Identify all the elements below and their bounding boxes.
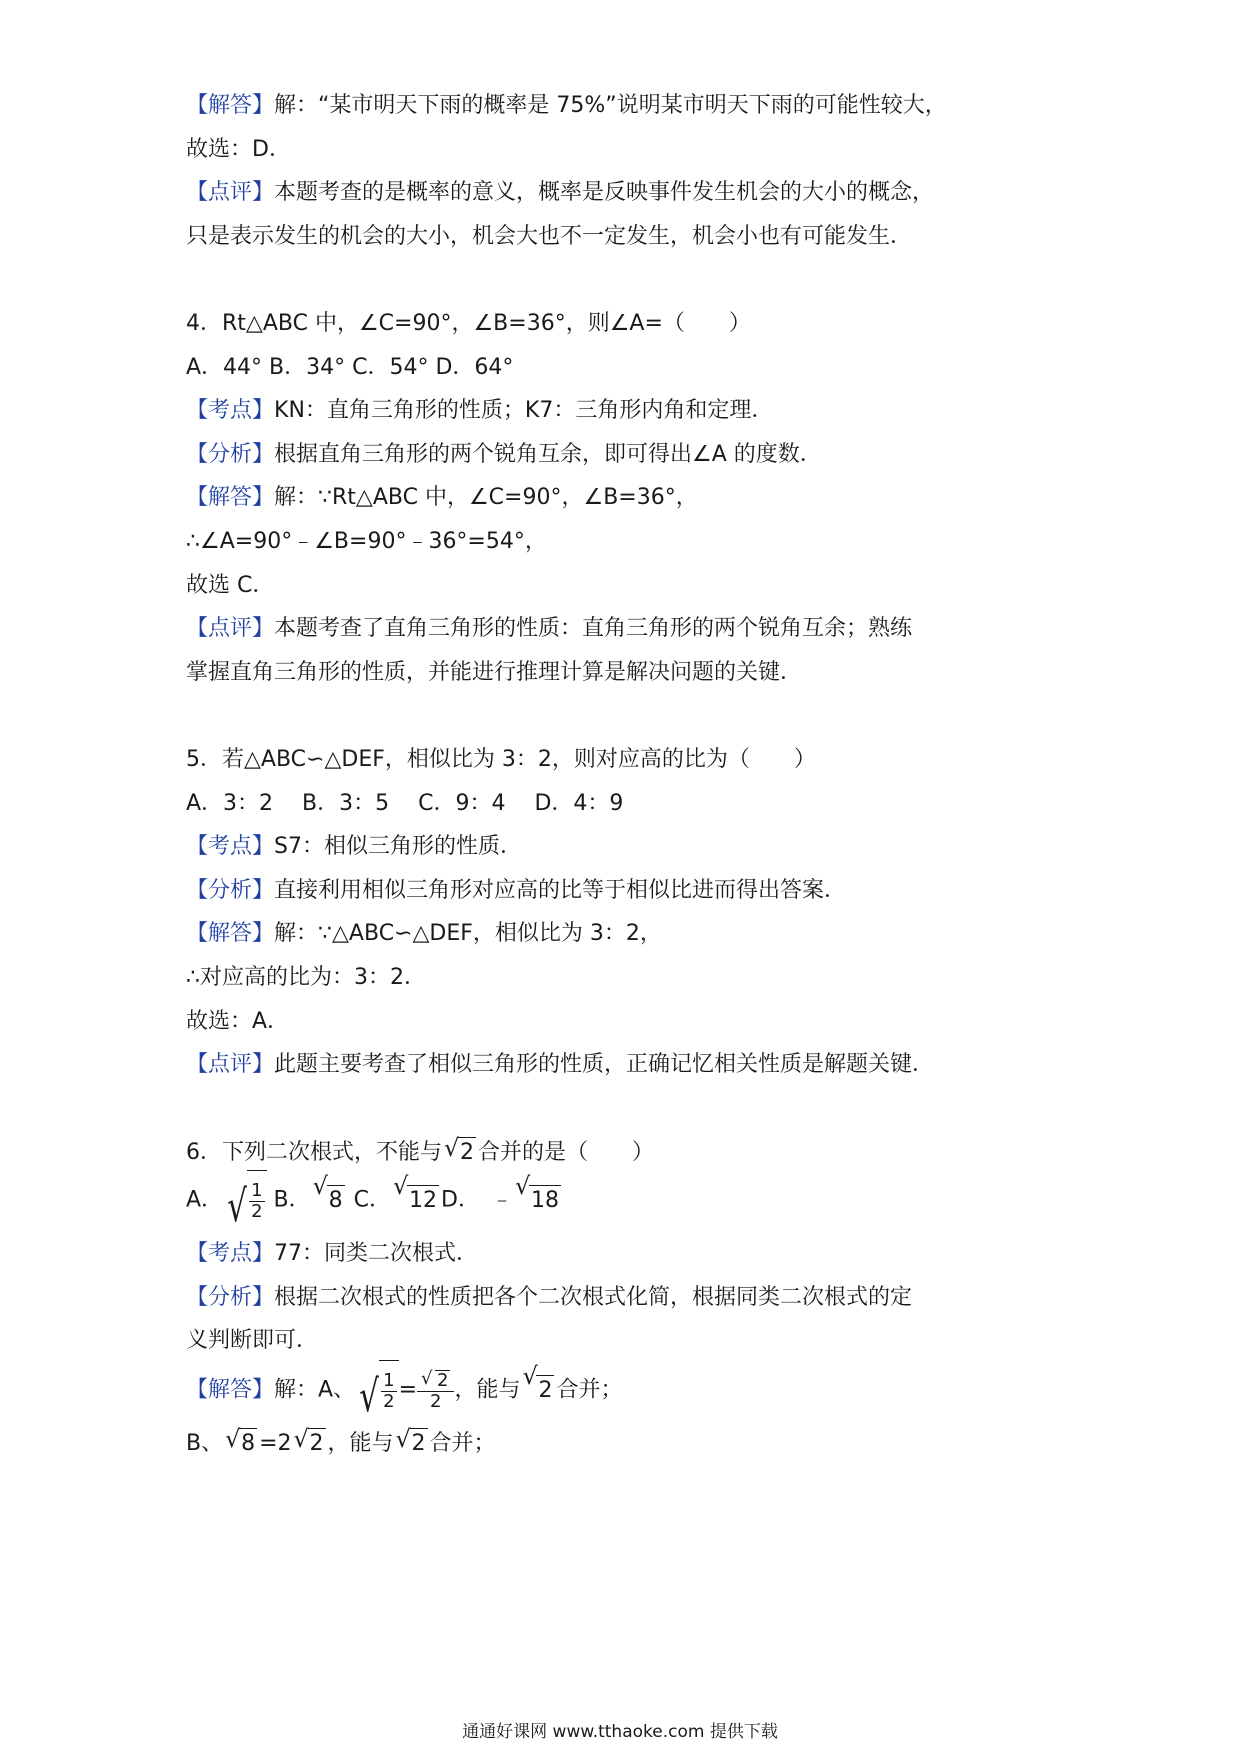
q6-opt-b-label: B． [266,1187,311,1213]
q6-answer-pre: 解：A、 [274,1377,356,1403]
q3-comment-line2: 只是表示发生的机会的大小，机会大也不一定发生，机会小也有可能发生． [186,224,913,249]
q6-opt-c-label: C． [346,1187,392,1213]
radicand: 2 [308,1428,326,1459]
radicand: 8 [239,1428,257,1459]
q4-comment-line [186,609,1066,649]
kaodian-tag: 【考点】 [186,1241,275,1266]
numerator: 1 [383,1369,395,1391]
result-fraction [417,1367,454,1412]
q5-kaodian-line [186,827,1066,867]
denominator: 2 [383,1390,395,1412]
q4-answer-text: 解：∵Rt△ABC 中，∠C=90°，∠B=36°， [274,485,698,510]
q3-answer-text: 解：“某市明天下雨的概率是 75%”说明某市明天下雨的可能性较大， [274,93,947,118]
page-footer: 通通好课网 www.tthaoke.com 提供下载 [462,1722,778,1742]
comment-tag: 【点评】 [186,616,275,641]
q6-line-b-mid2: ，能与 [327,1431,394,1456]
q5-fenxi-text: 直接利用相似三角形对应高的比等于相似比进而得出答案． [274,878,847,903]
radicand: 8 [327,1185,345,1216]
q6-fenxi-text: 根据二次根式的性质把各个二次根式化简，根据同类二次根式的定 [274,1285,913,1310]
radicand: 12 [407,1185,439,1216]
sqrt-expression: √ 2 [294,1424,326,1464]
q3-answer-choice: 故选：D． [186,137,291,162]
sqrt-expression: √ 2 [421,1367,449,1391]
fenxi-tag: 【分析】 [186,442,275,467]
sqrt-expression: √ 2 [522,1361,554,1421]
sqrt-expression: √ 8 [225,1424,257,1464]
q4-kaodian-line [186,391,1066,431]
q4-comment-line2: 掌握直角三角形的性质，并能进行推理计算是解决问题的关键． [186,660,803,685]
q6-line-b-post: 合并； [429,1431,496,1456]
radicand: 18 [529,1185,561,1216]
q4-fenxi-line [186,435,1066,475]
q6-line-b-pre: B、 [186,1431,224,1456]
q4-options: A．44° B．34° C．54° D．64° [186,355,514,380]
q6-answer-line [186,1360,1066,1420]
answer-tag: 【解答】 [186,921,275,946]
q4-answer-line [186,478,1066,518]
q4-step3: 故选 C． [186,573,275,598]
q5-step3: 故选：A． [186,1009,290,1034]
answer-tag: 【解答】 [186,485,275,510]
fenxi-tag: 【分析】 [186,878,275,903]
q6-kaodian-text: 77：同类二次根式． [274,1241,479,1266]
denominator: 2 [430,1390,442,1412]
q4-question: 4．Rt△ABC 中，∠C=90°，∠B=36°，则∠A=（ ） [186,311,751,336]
q6-kaodian-line [186,1234,1066,1274]
q5-kaodian-text: S7：相似三角形的性质． [274,834,522,859]
equals-sign: = [398,1377,418,1403]
q5-comment-text: 此题主要考查了相似三角形的性质，正确记忆相关性质是解题关键． [274,1052,935,1077]
radicand: 2 [437,1369,449,1391]
q6-fenxi-line2: 义判断即可． [186,1328,319,1353]
q3-answer-line [186,86,1066,126]
kaodian-tag: 【考点】 [186,398,275,423]
answer-tag: 【解答】 [186,1377,275,1403]
denominator: 2 [251,1200,263,1222]
comment-tag: 【点评】 [186,1052,275,1077]
q6-question-post: 合并的是（ ） [478,1140,655,1165]
q4-comment-text: 本题考查了直角三角形的性质：直角三角形的两个锐角互余；熟练 [274,616,913,641]
q6-question-pre: 6．下列二次根式，不能与 [186,1140,442,1165]
q5-comment-line [186,1045,1066,1085]
q5-step2: ∴对应高的比为：3：2． [186,965,426,990]
fenxi-tag: 【分析】 [186,1285,275,1310]
q5-options: A．3：2 B．3：5 C．9：4 D．4：9 [186,791,624,816]
q6-answer-post: 合并； [556,1377,623,1403]
numerator: 1 [251,1179,263,1201]
q6-line-b [186,1424,1066,1464]
q5-answer-text: 解：∵△ABC∽△DEF，相似比为 3：2， [274,921,662,946]
sqrt-fraction: √ $\frac{1}{2}$ [223,1170,267,1231]
radicand: 2 [536,1375,554,1406]
sqrt-expression: √ 2 [444,1133,476,1173]
q4-fenxi-text: 根据直角三角形的两个锐角互余，即可得出∠A 的度数． [274,442,822,467]
q5-question: 5．若△ABC∽△DEF，相似比为 3：2，则对应高的比为（ ） [186,747,816,772]
q5-fenxi-line [186,871,1066,911]
q3-comment-text: 本题考查的是概率的意义，概率是反映事件发生机会的大小的概念， [274,180,935,205]
sqrt-expression: √ 12 [393,1171,439,1231]
q6-fenxi-line [186,1278,1066,1318]
radicand: 2 [458,1137,476,1168]
kaodian-tag: 【考点】 [186,834,275,859]
sqrt-expression: √ 8 [313,1171,345,1231]
comment-tag: 【点评】 [186,180,275,205]
q6-opt-a-label: A． [186,1187,224,1213]
sqrt-expression: √ 18 [515,1171,561,1231]
q5-answer-line [186,914,1066,954]
sqrt-expression: √ 2 [396,1424,428,1464]
q4-step2: ∴∠A=90°﹣∠B=90°﹣36°=54°， [186,529,547,554]
q6-options [186,1170,1066,1230]
q6-answer-mid: ，能与 [454,1377,521,1403]
answer-tag: 【解答】 [186,93,275,118]
q4-kaodian-text: KN：直角三角形的性质；K7：三角形内角和定理． [274,398,774,423]
q3-comment-line [186,173,1066,213]
sqrt-fraction: √ $\frac{1}{2}$ [355,1360,399,1421]
radicand: 2 [410,1428,428,1459]
q6-question [186,1133,1066,1173]
q6-line-b-mid: =2 [259,1431,292,1456]
q6-opt-d-label: D． ﹣ [441,1187,513,1213]
